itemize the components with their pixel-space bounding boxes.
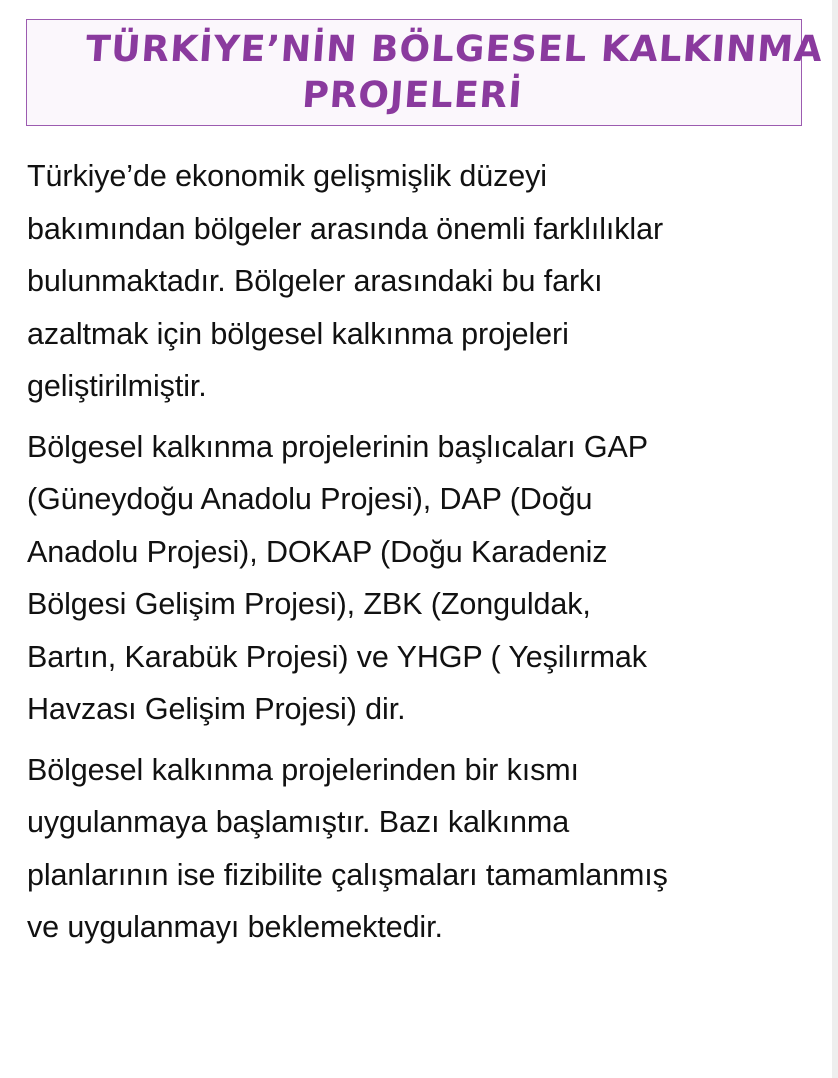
title-box	[26, 19, 825, 126]
page-right-edge	[832, 0, 838, 1078]
paragraph-intro	[27, 150, 817, 413]
text-line: geliştirilmiştir.	[27, 369, 207, 403]
text-line: ve uygulanmayı beklemektedir.	[27, 910, 443, 944]
paragraph-status	[27, 744, 817, 954]
article-body	[27, 150, 817, 962]
text-line: Anadolu Projesi), DOKAP (Doğu Karadeniz	[27, 534, 608, 569]
text-line: Bölgesel kalkınma projelerinden bir kısmı	[27, 752, 579, 787]
text-line: azaltmak için bölgesel kalkınma projeleri	[27, 316, 569, 351]
text-line: bakımından bölgeler arasında önemli farklılıklar	[27, 211, 664, 246]
text-line: uygulanmaya başlamıştır. Bazı kalkınma	[27, 805, 570, 839]
text-line: bulunmaktadır. Bölgeler arasındaki bu farkı	[27, 264, 603, 298]
page-title-line-2: PROJELERİ	[300, 74, 525, 116]
text-line: planlarının ise fizibilite çalışmaları tamamlanmış	[27, 857, 668, 892]
text-line: Bartın, Karabük Projesi) ve YHGP ( Yeşilırmak	[27, 639, 647, 674]
text-line: Havzası Gelişim Projesi) dir.	[27, 692, 406, 726]
text-line: Bölgesi Gelişim Projesi), ZBK (Zonguldak,	[27, 587, 591, 621]
page-title	[81, 27, 825, 119]
text-line: (Güneydoğu Anadolu Projesi), DAP (Doğu	[27, 482, 593, 516]
paragraph-projects-list	[27, 421, 817, 736]
page-title-line-1: TÜRKİYE’NİN BÖLGESEL KALKINMA	[84, 28, 825, 70]
text-line: Bölgesel kalkınma projelerinin başlıcaları GAP	[27, 429, 648, 464]
text-line: Türkiye’de ekonomik gelişmişlik düzeyi	[27, 159, 547, 193]
